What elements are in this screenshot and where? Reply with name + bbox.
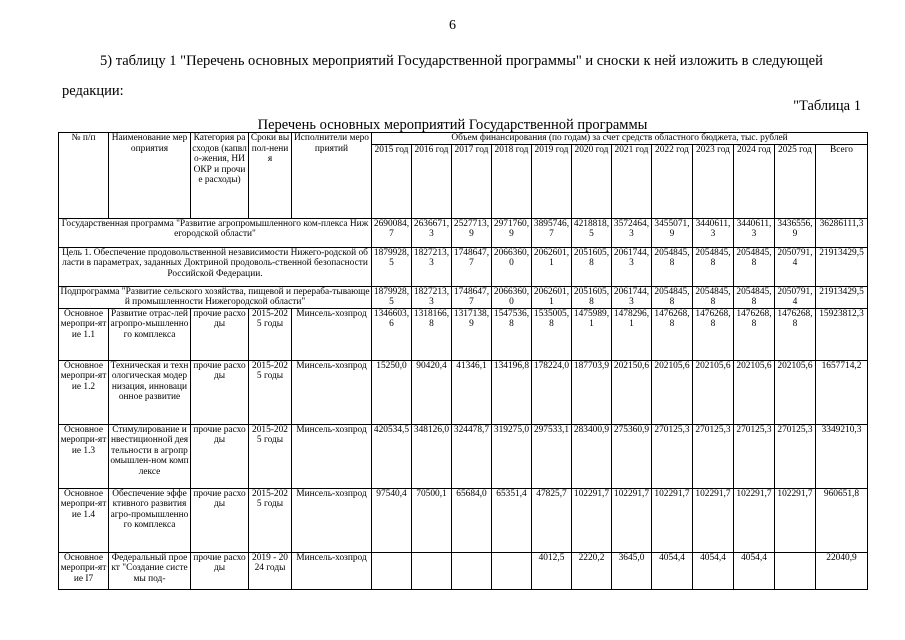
cell-value: 2066360,0 xyxy=(492,286,532,308)
measure-executor: Минсель-хозпрод xyxy=(292,488,372,552)
cell-value: 47825,7 xyxy=(532,488,572,552)
measure-category: прочие расходы xyxy=(191,552,249,589)
cell-value: 2061744,3 xyxy=(612,247,652,286)
cell-value: 202105,6 xyxy=(652,360,693,424)
cell-value: 270125,3 xyxy=(775,424,816,488)
cell-value: 1547536,8 xyxy=(492,308,532,360)
table-row xyxy=(59,488,868,552)
intro-paragraph xyxy=(62,46,862,106)
cell-value: 4054,4 xyxy=(734,552,775,589)
measure-executor: Минсель-хозпрод xyxy=(292,552,372,589)
cell-value xyxy=(412,552,452,589)
measure-num: Основное меропри-ятие 1.2 xyxy=(59,360,109,424)
cell-value: 2062601,1 xyxy=(532,286,572,308)
cell-value: 3895746,7 xyxy=(532,218,572,247)
cell-value: 102291,7 xyxy=(612,488,652,552)
cell-total: 22040,9 xyxy=(816,552,868,589)
cell-value: 420534,5 xyxy=(372,424,412,488)
measure-category: прочие расходы xyxy=(191,360,249,424)
measure-executor: Минсель-хозпрод xyxy=(292,308,372,360)
cell-value: 4218818,5 xyxy=(572,218,612,247)
table-label: "Таблица 1 xyxy=(793,98,861,114)
cell-value: 2527713,9 xyxy=(452,218,492,247)
cell-value: 3440611,3 xyxy=(734,218,775,247)
cell-value: 2050791,4 xyxy=(775,247,816,286)
summary-row-goal xyxy=(59,247,868,286)
table-row xyxy=(59,308,868,360)
cell-value: 65684,0 xyxy=(452,488,492,552)
summary-label: Государственная программа "Развитие агропромышленного ком-плекса Нижегородской области" xyxy=(59,218,372,247)
header-year: 2017 год xyxy=(452,144,492,218)
measure-name: Федеральный проект "Создание системы под- xyxy=(109,552,191,589)
cell-value xyxy=(372,552,412,589)
header-year: 2020 год xyxy=(572,144,612,218)
measure-name: Техническая и технологическая модернизация, инновационное развитие xyxy=(109,360,191,424)
cell-value: 3440611,3 xyxy=(693,218,734,247)
cell-value: 2220,2 xyxy=(572,552,612,589)
cell-value: 1827213,3 xyxy=(412,286,452,308)
cell-value: 3436556,9 xyxy=(775,218,816,247)
cell-value: 275360,9 xyxy=(612,424,652,488)
cell-value: 1476268,8 xyxy=(734,308,775,360)
cell-value: 90420,4 xyxy=(412,360,452,424)
cell-total: 21913429,5 xyxy=(816,247,868,286)
header-total: Всего xyxy=(816,144,868,218)
header-year: 2023 год xyxy=(693,144,734,218)
header-year: 2015 год xyxy=(372,144,412,218)
cell-value: 4054,4 xyxy=(652,552,693,589)
cell-total: 1657714,2 xyxy=(816,360,868,424)
cell-value: 283400,9 xyxy=(572,424,612,488)
cell-value: 202105,6 xyxy=(775,360,816,424)
header-year: 2025 год xyxy=(775,144,816,218)
measure-executor: Минсель-хозпрод xyxy=(292,424,372,488)
measure-executor: Минсель-хозпрод xyxy=(292,360,372,424)
cell-value: 2054845,8 xyxy=(734,247,775,286)
measure-terms: 2015-2025 годы xyxy=(249,424,292,488)
cell-value: 2061744,3 xyxy=(612,286,652,308)
cell-value: 324478,7 xyxy=(452,424,492,488)
cell-value: 2054845,8 xyxy=(693,247,734,286)
summary-label: Подпрограмма "Развитие сельского хозяйства, пищевой и перераба-тывающей промышленности Нижегородской области" xyxy=(60,286,370,307)
header-category: Категория расходов (капвло-жения, НИОКР и прочие расходы) xyxy=(191,133,249,219)
measure-num: Основное меропри-ятие I7 xyxy=(59,552,109,589)
cell-total: 21913429,5 xyxy=(816,286,868,308)
cell-value: 1748647,7 xyxy=(452,247,492,286)
cell-total: 960651,8 xyxy=(816,488,868,552)
table-row xyxy=(59,552,868,589)
measure-name: Обеспечение эффективного развития агро-промышленного комплекса xyxy=(109,488,191,552)
cell-value: 134196,8 xyxy=(492,360,532,424)
measure-num: Основное меропри-ятие 1.3 xyxy=(59,424,109,488)
cell-value: 1879928,5 xyxy=(372,286,412,308)
summary-row-program xyxy=(59,218,868,247)
cell-total: 15923812,3 xyxy=(816,308,868,360)
header-year: 2024 год xyxy=(734,144,775,218)
cell-value: 2054845,8 xyxy=(652,247,693,286)
cell-value: 3572464,3 xyxy=(612,218,652,247)
cell-value: 3645,0 xyxy=(612,552,652,589)
cell-value: 1476268,8 xyxy=(652,308,693,360)
measure-num: Основное меропри-ятие 1.4 xyxy=(59,488,109,552)
cell-value: 4012,5 xyxy=(532,552,572,589)
measure-terms: 2015-2025 годы xyxy=(249,488,292,552)
cell-value: 102291,7 xyxy=(572,488,612,552)
cell-value: 1346603,6 xyxy=(372,308,412,360)
cell-value: 1317138,9 xyxy=(452,308,492,360)
cell-value: 102291,7 xyxy=(734,488,775,552)
table-title: Перечень основных мероприятий Государственной программы xyxy=(257,117,648,133)
cell-value: 348126,0 xyxy=(412,424,452,488)
cell-value: 97540,4 xyxy=(372,488,412,552)
header-executors: Исполнители мероприятий xyxy=(292,133,372,219)
cell-value: 1827213,3 xyxy=(412,247,452,286)
cell-value: 2051605,8 xyxy=(572,247,612,286)
cell-value: 2054845,8 xyxy=(693,286,734,308)
cell-value: 202150,6 xyxy=(612,360,652,424)
header-year: 2021 год xyxy=(612,144,652,218)
summary-row-subprogram xyxy=(59,286,868,308)
cell-total: 36286111,3 xyxy=(816,218,868,247)
cell-value: 202105,6 xyxy=(734,360,775,424)
cell-value: 2054845,8 xyxy=(652,286,693,308)
cell-value: 202105,6 xyxy=(693,360,734,424)
cell-value: 270125,3 xyxy=(652,424,693,488)
measure-num: Основное меропри-ятие 1.1 xyxy=(59,308,109,360)
cell-value: 41346,1 xyxy=(452,360,492,424)
cell-value xyxy=(452,552,492,589)
measure-name: Развитие отрас-лей агропро-мышленного комплекса xyxy=(109,308,191,360)
cell-value: 2062601,1 xyxy=(532,247,572,286)
measure-category: прочие расходы xyxy=(191,424,249,488)
cell-value: 2051605,8 xyxy=(572,286,612,308)
measure-terms: 2015-2025 годы xyxy=(249,308,292,360)
cell-value: 2971760,9 xyxy=(492,218,532,247)
page-number: 6 xyxy=(449,18,456,33)
header-terms: Сроки выпол-нения xyxy=(249,133,292,219)
cell-value: 2054845,8 xyxy=(734,286,775,308)
cell-value: 297533,1 xyxy=(532,424,572,488)
summary-label: Цель 1. Обеспечение продовольственной независимости Нижего-родской области в параметрах, заданных Доктриной продоволь-ственной безопасности Российской Федерации. xyxy=(59,247,372,286)
cell-value: 178224,0 xyxy=(532,360,572,424)
header-year: 2016 год xyxy=(412,144,452,218)
cell-value: 3455071,9 xyxy=(652,218,693,247)
measure-category: прочие расходы xyxy=(191,488,249,552)
cell-value: 102291,7 xyxy=(775,488,816,552)
cell-value: 1475989,1 xyxy=(572,308,612,360)
header-funding: Объем финансирования (по годам) за счет средств областного бюджета, тыс. рублей xyxy=(372,133,868,145)
cell-value: 270125,3 xyxy=(693,424,734,488)
intro-line-1: 5) таблицу 1 "Перечень основных мероприятий Государственной программы" и сноски к ней изложить в следующей xyxy=(100,53,823,69)
cell-value: 187703,9 xyxy=(572,360,612,424)
cell-value: 2066360,0 xyxy=(492,247,532,286)
cell-value: 70500,1 xyxy=(412,488,452,552)
header-year: 2019 год xyxy=(532,144,572,218)
cell-value: 319275,0 xyxy=(492,424,532,488)
cell-value xyxy=(492,552,532,589)
header-num: № п/п xyxy=(59,133,109,219)
measure-terms: 2015-2025 годы xyxy=(249,360,292,424)
cell-value: 1535005,8 xyxy=(532,308,572,360)
table-row xyxy=(59,360,868,424)
measure-terms: 2019 - 2024 годы xyxy=(249,552,292,589)
cell-value: 270125,3 xyxy=(734,424,775,488)
cell-value: 65351,4 xyxy=(492,488,532,552)
header-name: Наименование мероприятия xyxy=(109,133,191,219)
cell-value: 102291,7 xyxy=(652,488,693,552)
cell-value: 1748647,7 xyxy=(452,286,492,308)
cell-total: 3349210,3 xyxy=(816,424,868,488)
cell-value: 2636671,3 xyxy=(412,218,452,247)
intro-line-2: редакции: xyxy=(62,83,124,99)
cell-value: 1879928,5 xyxy=(372,247,412,286)
measure-category: прочие расходы xyxy=(191,308,249,360)
cell-value: 15250,0 xyxy=(372,360,412,424)
cell-value: 1478296,1 xyxy=(612,308,652,360)
cell-value: 102291,7 xyxy=(693,488,734,552)
cell-value: 1476268,8 xyxy=(775,308,816,360)
measure-name: Стимулирование инвестиционной деятельности в агропромышлен-ном комплексе xyxy=(109,424,191,488)
cell-value: 2690084,7 xyxy=(372,218,412,247)
table-row xyxy=(59,424,868,488)
header-year: 2018 год xyxy=(492,144,532,218)
cell-value xyxy=(775,552,816,589)
measures-table xyxy=(58,132,868,590)
cell-value: 2050791,4 xyxy=(775,286,816,308)
cell-value: 1318166,8 xyxy=(412,308,452,360)
cell-value: 4054,4 xyxy=(693,552,734,589)
cell-value: 1476268,8 xyxy=(693,308,734,360)
header-year: 2022 год xyxy=(652,144,693,218)
